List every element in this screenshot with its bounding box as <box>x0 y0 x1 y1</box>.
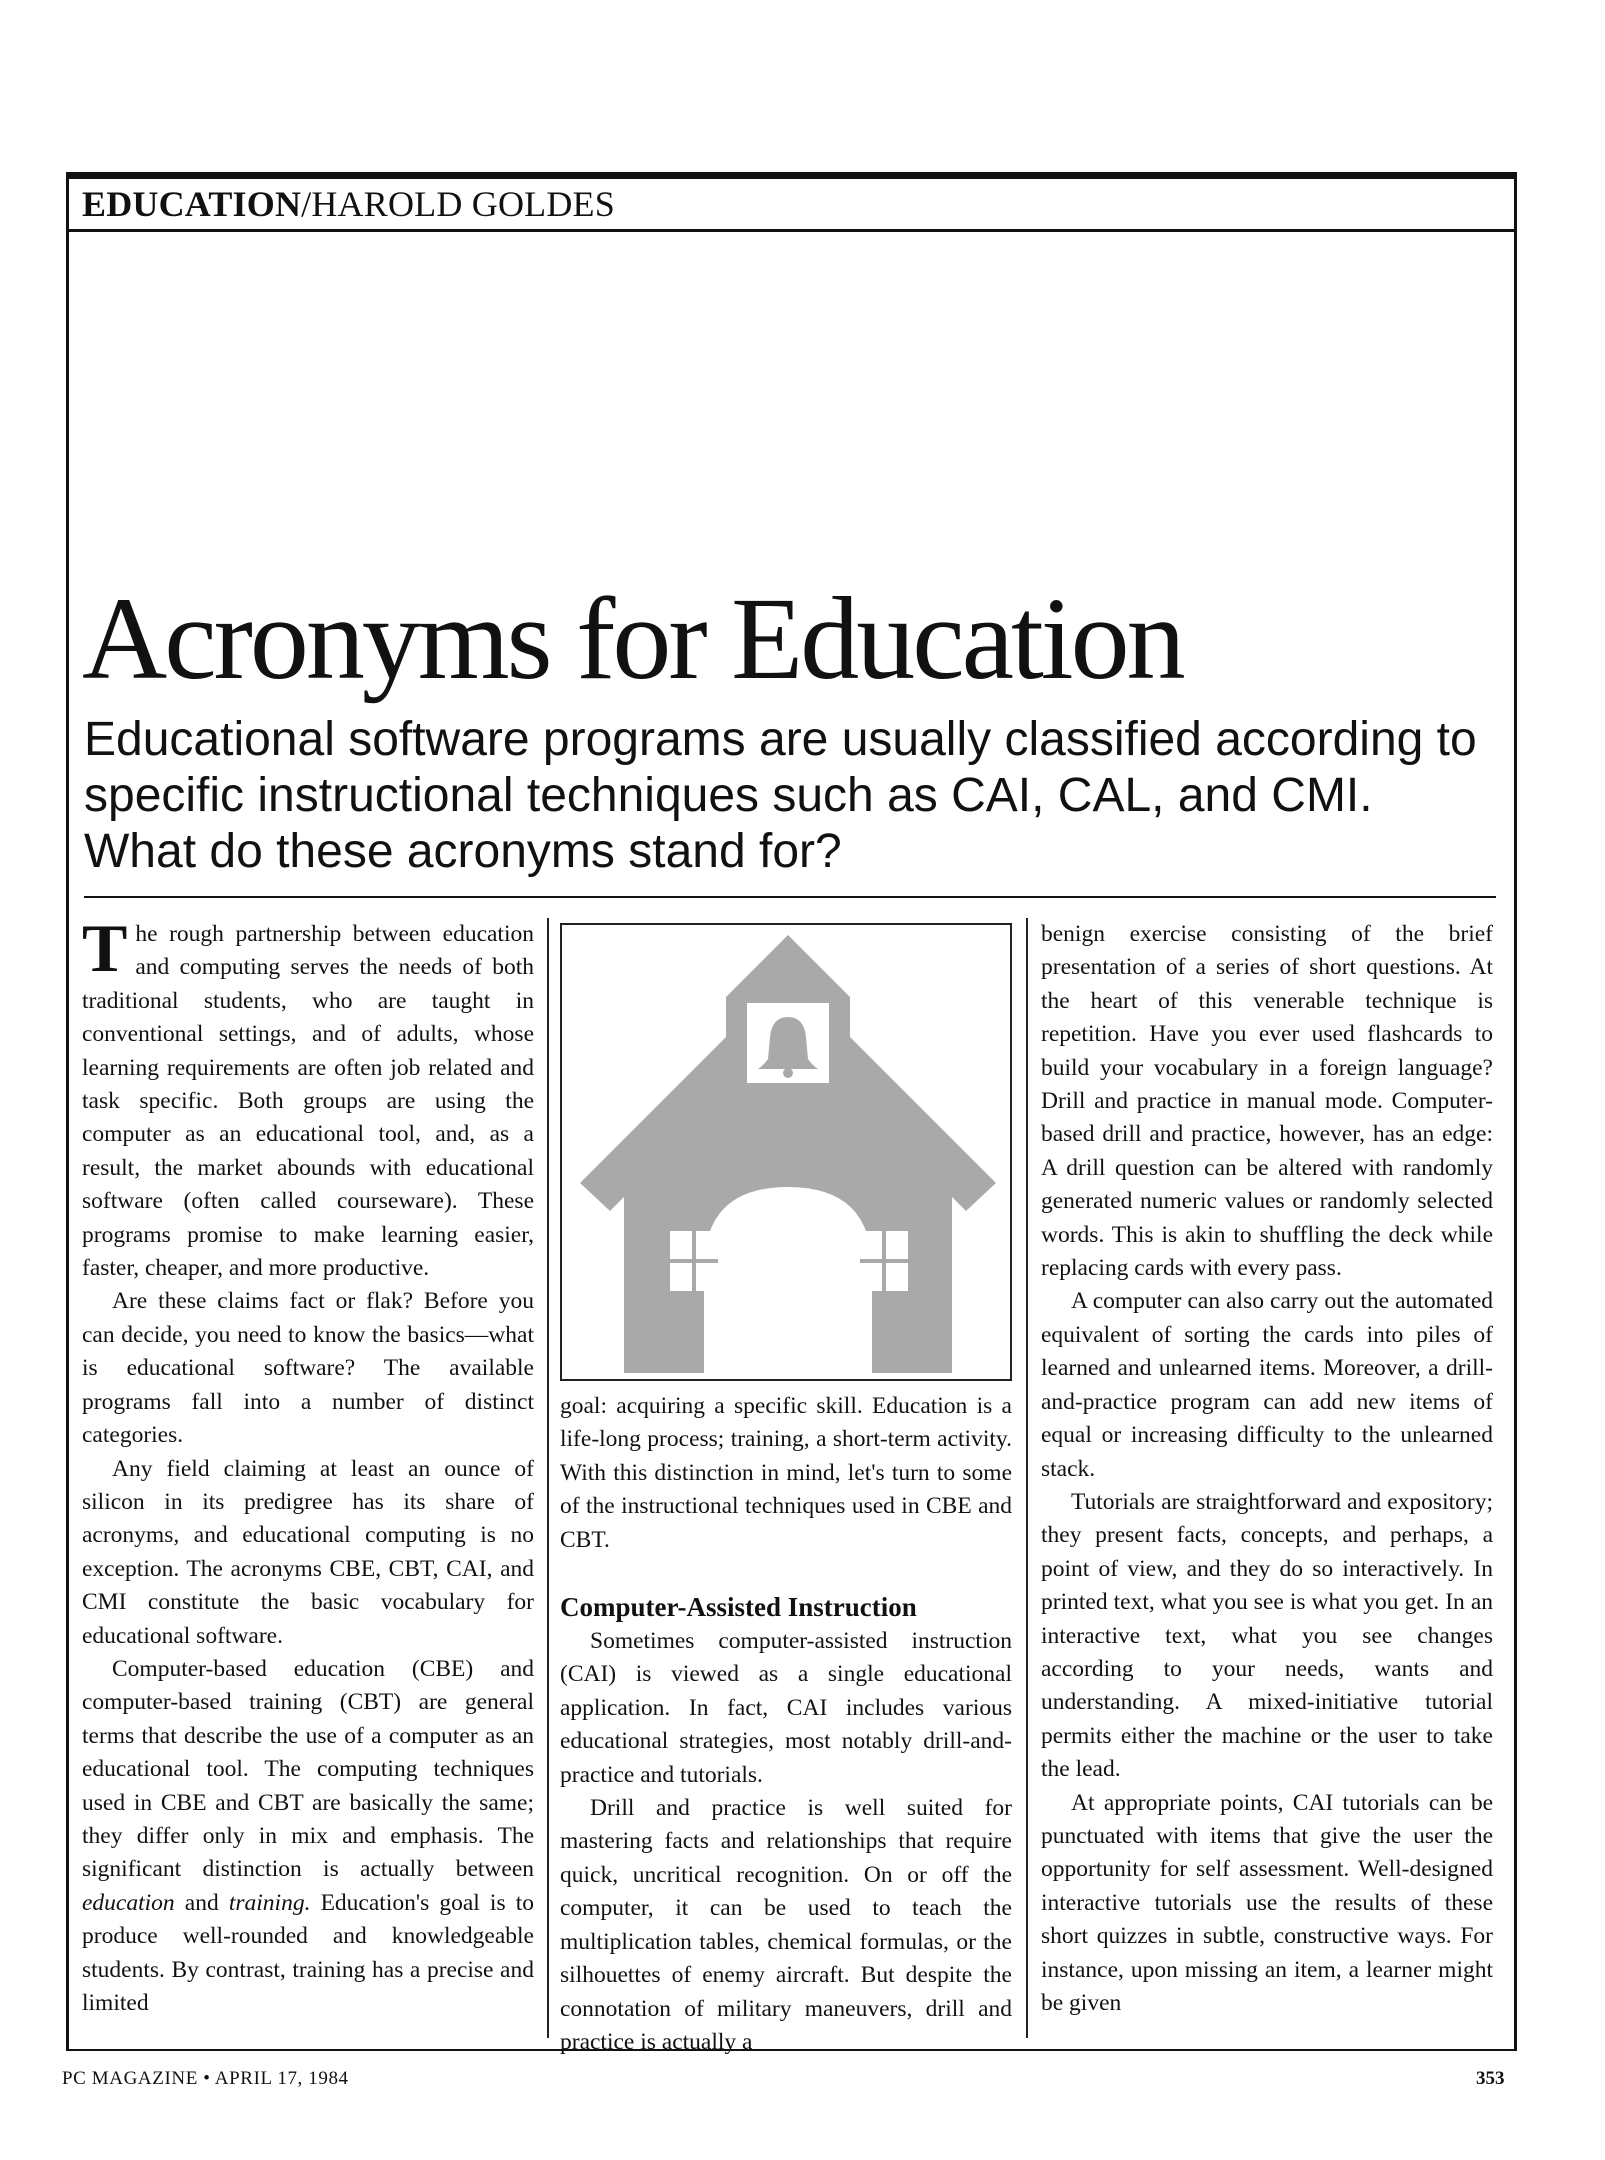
paragraph: Any field claiming at least an ounce of silicon in its predigree has its share of acronyms, and educational computing is no exception. The acronyms CBE, CBT, CAI, and CMI constitute the basic vocabulary for educational software. <box>82 1455 534 1649</box>
author-name: HAROLD GOLDES <box>311 184 615 224</box>
article-title: Acronyms for Education <box>82 573 1183 704</box>
bell-clapper <box>783 1068 793 1078</box>
column-1 <box>82 910 534 2020</box>
section-heading: Computer-Assisted Instruction <box>560 1592 917 1623</box>
article-deck: Educational software programs are usually classified according to specific instructional techniques such as CAI, CAL, and CMI. What do these acronyms stand for? <box>84 713 1477 878</box>
deck-rule <box>84 896 1496 898</box>
schoolhouse-icon <box>562 925 1014 1383</box>
paragraph: benign exercise consisting of the brief presentation of a series of short questions. At the heart of this venerable technique is repetition. Have you ever used flashcards to build your vocabulary in a foreign language? Drill and practice in manual mode. Computer-based drill and practice, however, has an edge: A drill question can be altered with randomly generated numeric values or randomly selected words. This is akin to shuffling the deck while replacing cards with every pass. <box>1041 921 1493 1282</box>
paragraph: Tutorials are straightforward and expository; they present facts, concepts, and perhaps, a point of view, and they do so interactively. In printed text, what you see is what you get. In an interactive text, what you see changes according to your needs, wants and understanding. A mixed-initiative tutorial permits either the machine or the user to take the lead. <box>1041 1488 1493 1783</box>
paragraph: Are these claims fact or flak? Before you can decide, you need to know the basics—what is educational software? The available programs fall into a number of distinct categories. <box>82 1288 534 1449</box>
column-rule-right <box>1026 918 1028 2038</box>
paragraph: Drill and practice is well suited for mastering facts and relationships that require quick, uncritical recognition. On or off the computer, it can be used to teach the multiplication tables, chemical formulas, or the silhouettes of enemy aircraft. But despite the connotation of military maneuvers, drill and practice is actually a <box>560 1795 1012 2055</box>
section-header <box>66 172 1517 232</box>
schoolhouse-illustration <box>560 923 1012 1381</box>
publication-footer: PC MAGAZINE • APRIL 17, 1984 <box>62 2068 349 2089</box>
column-rule-left <box>547 918 549 2038</box>
paragraph: At appropriate points, CAI tutorials can be punctuated with items that give the user the opportunity for self assessment. Well-designed interactive tutorials use the results of these short quizzes in subtle, constructive ways. For instance, upon missing an item, a learner might be given <box>1041 1789 1493 2016</box>
byline-separator: / <box>301 184 312 224</box>
column-2 <box>560 1390 1012 2059</box>
column-3 <box>1041 918 1493 2020</box>
emphasis-training: training. <box>228 1889 311 1916</box>
drop-cap: T <box>82 910 128 986</box>
paragraph: Computer-based education (CBE) and computer-based training (CBT) are general terms that describe the use of a computer as an educational tool. The computing techniques used in CBE and CBT are basically the same; they differ only in mix and emphasis. The significant distinction is actually between education and training. Education's goal is to produce well-rounded and knowledgeable students. By contrast, training has a precise and limited <box>82 1655 534 2016</box>
page-number: 353 <box>1476 2068 1505 2089</box>
emphasis-education: education <box>82 1889 175 1916</box>
paragraph: Sometimes computer-assisted instruction (CAI) is viewed as a single educational application. In fact, CAI includes various educational strategies, most notably drill-and-practice and tutorials. <box>560 1628 1012 1788</box>
paragraph: A computer can also carry out the automated equivalent of sorting the cards into piles of learned and unlearned items. Moreover, a drill-and-practice program can add new items of equal or increasing difficulty to the unlearned stack. <box>1041 1288 1493 1482</box>
paragraph: goal: acquiring a specific skill. Education is a life-long process; training, a short-term activity. With this distinction in mind, let's turn to some of the instructional techniques used in CBE and CBT. <box>560 1393 1012 1553</box>
section-label: EDUCATION <box>82 184 302 224</box>
paragraph: The rough partnership between education and computing serves the needs of both traditional students, who are taught in conventional settings, and of adults, whose learning requirements are often job related and task specific. Both groups are using the computer as an educational tool, and, as a result, the market abounds with educational software (often called courseware). These programs promise to make learning easier, faster, cheaper, and more productive. <box>82 910 534 1282</box>
arched-doorway <box>704 1187 872 1373</box>
section-byline <box>82 186 615 222</box>
